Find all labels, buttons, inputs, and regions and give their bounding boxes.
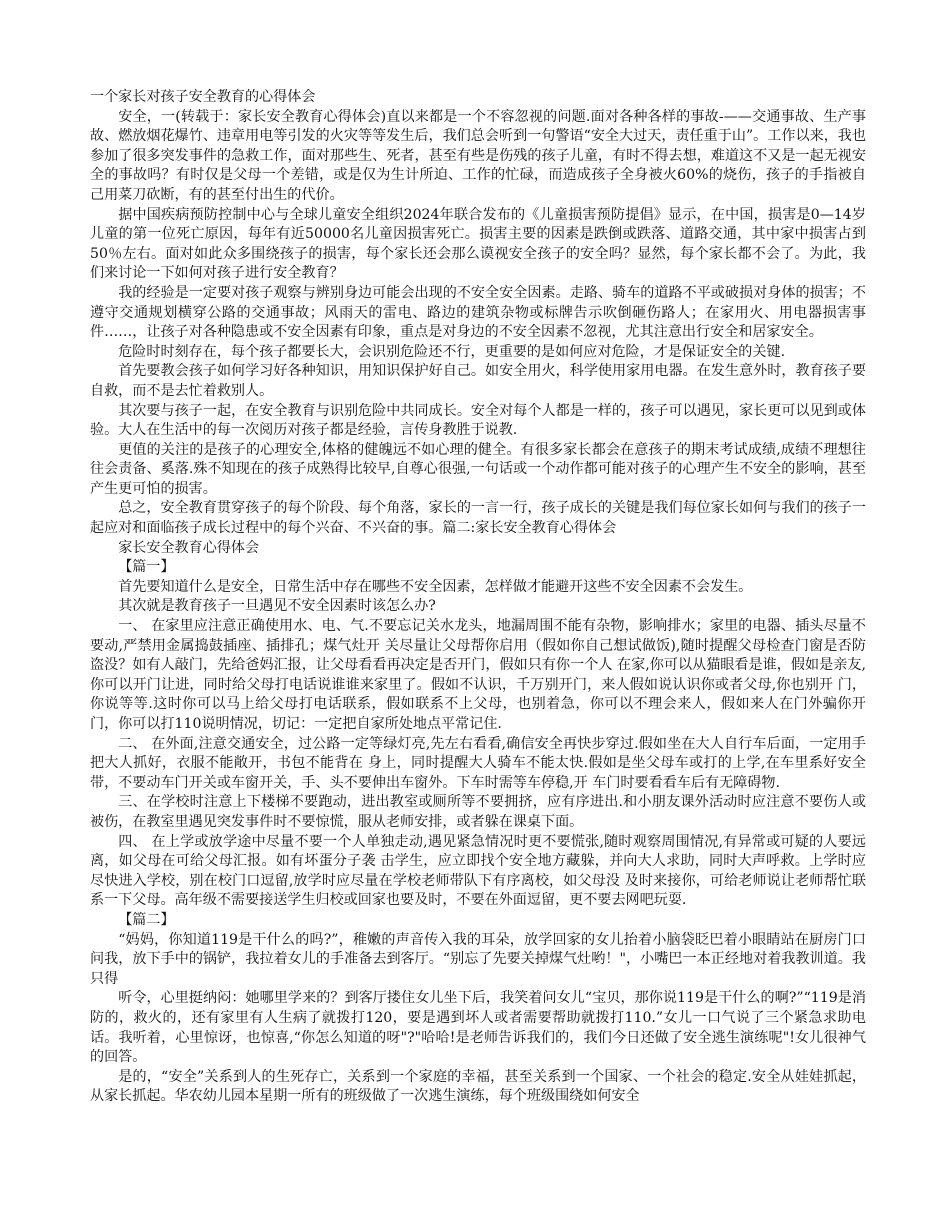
paragraph: 是的，“安全”关系到人的生死存亡，关系到一个家庭的幸福，甚至关系到一个国家、一个社会的稳定.安全从娃娃抓起，从家长抓起。华农幼儿园本星期一所有的班级做了一次逃生演练，每个班级围绕如何安全 bbox=[90, 1068, 866, 1105]
section-marker: 【篇二】 bbox=[118, 911, 175, 928]
paragraph: 首先要教会孩子如何学习好各种知识，用知识保护好自己。如安全用火，科学使用家用电器。在发生意外时，教育孩子要自救，而不是去忙着救别人。 bbox=[90, 363, 866, 399]
paragraph: 三、在学校时注意上下楼梯不要跑动，进出教室或厕所等不要拥挤，应有序进出.和小朋友课外活动时应注意不要伤人或被伤，在教室里遇见突发事件时不要惊慌，服从老师安排，或者躲在课桌下面。 bbox=[90, 794, 866, 830]
paragraph: 安全，一(转载于：家长安全教育心得体会)直以来都是一个不容忽视的问题.面对各种各样的事故-——交通事故、生产事故、燃放烟花爆竹、违章用电等引发的火灾等等发生后，我们总会听到一句警语“安全大过天，责任重于山”。工作以来，我也参加了很多突发事件的急救工作，面对那些生、死者，甚至有些是伤残的孩子儿童，有时不得去想，难道这不又是一起无视安全的事故吗？有时仅是父母一个差错，或是仅为生计所迫、工作的忙碌，而造成孩子全身被火60%的烧伤，孩子的手指被自己用菜刀砍断，有的甚至付出生的代价。 bbox=[90, 108, 866, 203]
paragraph: “妈妈，你知道119是干什么的吗?”，稚嫩的声音传入我的耳朵，放学回家的女儿抬着小脑袋眨巴着小眼睛站在厨房门口问我，放下手中的锅铲，我拉着女儿的手准备去到客厅。“别忘了先要关掉煤气灶哟！"，小嘴巴一本正经地对着我教训道。我只得 bbox=[90, 931, 866, 987]
paragraph: 其次要与孩子一起，在安全教育与识别危险中共同成长。安全对每个人都是一样的，孩子可以遇见，家长更可以见到或体验。大人在生活中的每一次阅历对孩子都是经验，言传身教胜于说教. bbox=[90, 402, 866, 439]
paragraph: 总之，安全教育贯穿孩子的每个阶段、每个角落，家长的一言一行，孩子成长的关键是我们每位家长如何与我们的孩子一起应对和面临孩子成长过程中的每个兴奋、不兴奋的事。篇二:家长安全教育心得体会 bbox=[90, 500, 866, 537]
paragraph: 更值的关注的是孩子的心理安全,体格的健魄远不如心理的健全。有很多家长都会在意孩子的期末考试成绩,成绩不理想往往会责备、奚落.殊不知现在的孩子成熟得比较早,自尊心很强,一句话或一个动作都可能对孩子的心理产生不安全的影响，甚至产生更可怕的损害。 bbox=[90, 441, 866, 497]
document-title: 一个家长对孩子安全教育的心得体会 bbox=[90, 89, 316, 105]
section-marker: 【篇一】 bbox=[118, 559, 175, 576]
paragraph: 危险时时刻存在，每个孩子都要长大，会识别危险还不行，更重要的是如何应对危险，才是保证安全的关键. bbox=[118, 343, 786, 360]
paragraph: 四、 在上学或放学途中尽量不要一个人单独走动,遇见紧急情况时更不要慌张,随时观察周围情况,有异常或可疑的人要远离，如父母在可给父母汇报。如有坏蛋分子袭 击学生，应立即找个安全地方藏躲，并向大人求助，同时大声呼救。上学时应尽快进入学校，别在校门口逗留,放学时应尽量在学校老师带队下有序离校，如父母没 及时来接你，可给老师说让老师帮忙联系一下父母。高年级不需要接送学生归校或回家也要及时，不要在外面逗留，更不要去网吧玩耍. bbox=[90, 833, 866, 909]
paragraph: 据中国疾病预防控制中心与全球儿童安全组织2024年联合发布的《儿童损害预防提倡》显示，在中国，损害是0—14岁儿童的第一位死亡原因，每年有近50000名儿童因损害死亡。损害主要的因素是跌倒或跌落、道路交通，其中家中损害占到50％左右。面对如此众多围绕孩子的损害，每个家长还会那么谟视安全孩子的安全吗？显然，每个家长都不会了。为此，我们来讨论一下如何对孩子进行安全教育？ bbox=[90, 206, 866, 282]
paragraph: 听令，心里挺纳闷：她哪里学来的？到客厅搂住女儿坐下后，我笑着问女儿“宝贝，那你说119是干什么的啊?”“119是消防的，救火的，还有家里有人生病了就拨打120，要是遇到坏人或者需要帮助就拨打110.”女儿一口气说了三个紧急求助电话。我听着，心里惊讶，也惊喜,“你怎么知道的呀"?"哈哈!是老师告诉我们的，我们今日还做了安全逃生演练呢"!女儿很神气的回答。 bbox=[90, 990, 866, 1066]
paragraph: 我的经验是一定要对孩子观察与辨别身边可能会出现的不安全安全因素。走路、骑车的道路不平或破损对身体的损害；不遵守交通规划横穿公路的交通事故；风雨天的雷电、路边的建筑杂物或标牌告示吹倒砸伤路人；在家用火、用电器损害事件……，让孩子对各种隐患或不安全因素有印象，重点是对身边的不安全因素不忽视，尤其注意出行安全和居家安全。 bbox=[90, 284, 866, 341]
section-heading: 家长安全教育心得体会 bbox=[118, 539, 260, 556]
paragraph: 二、 在外面,注意交通安全，过公路一定等绿灯亮,先左右看看,确信安全再快步穿过.假如坐在大人自行车后面，一定用手把大人抓好，衣服不能敞开，书包不能背在 身上，同时提醒大人骑车不能太快.假如是坐父母车或打的上学,在车里系好安全带，不要动车门开关或车窗开关，手、头不要伸出车窗外。下车时需等车停稳,开 车门时要看看车后有无障碍物. bbox=[90, 735, 866, 791]
paragraph: 首先要知道什么是安全，日常生活中存在哪些不安全因素，怎样做才能避开这些不安全因素不会发生。 bbox=[118, 578, 753, 595]
paragraph: 一、 在家里应注意正确使用水、电、气.不要忘记关水龙头，地漏周围不能有杂物，影响排水；家里的电器、插头尽量不要动,严禁用金属捣鼓插座、插排孔；煤气灶开 关尽量让父母帮你启用（假如你自己想试做饭),随时提醒父母检查门窗是否防盗没？如有人敲门，先给爸妈汇报，让父母看看再决定是否开门，假如只有你一个人 在家,你可以从猫眼看是谁，假如是亲友,你可以开门让进，同时给父母打电话说谁谁来家里了。假如不认识，千万别开门，来人假如说认识你或者父母,你也别开 门，你说等等.这时你可以马上给父母打电话联系，假如联系不上父母，也别着急，你可以不理会来人，假如来人在门外骗你开门，你可以打110说明情况，切记：一定把自家所处地点平常记住. bbox=[90, 618, 866, 732]
paragraph: 其次就是教育孩子一旦遇见不安全因素时该怎么办? bbox=[118, 598, 436, 615]
